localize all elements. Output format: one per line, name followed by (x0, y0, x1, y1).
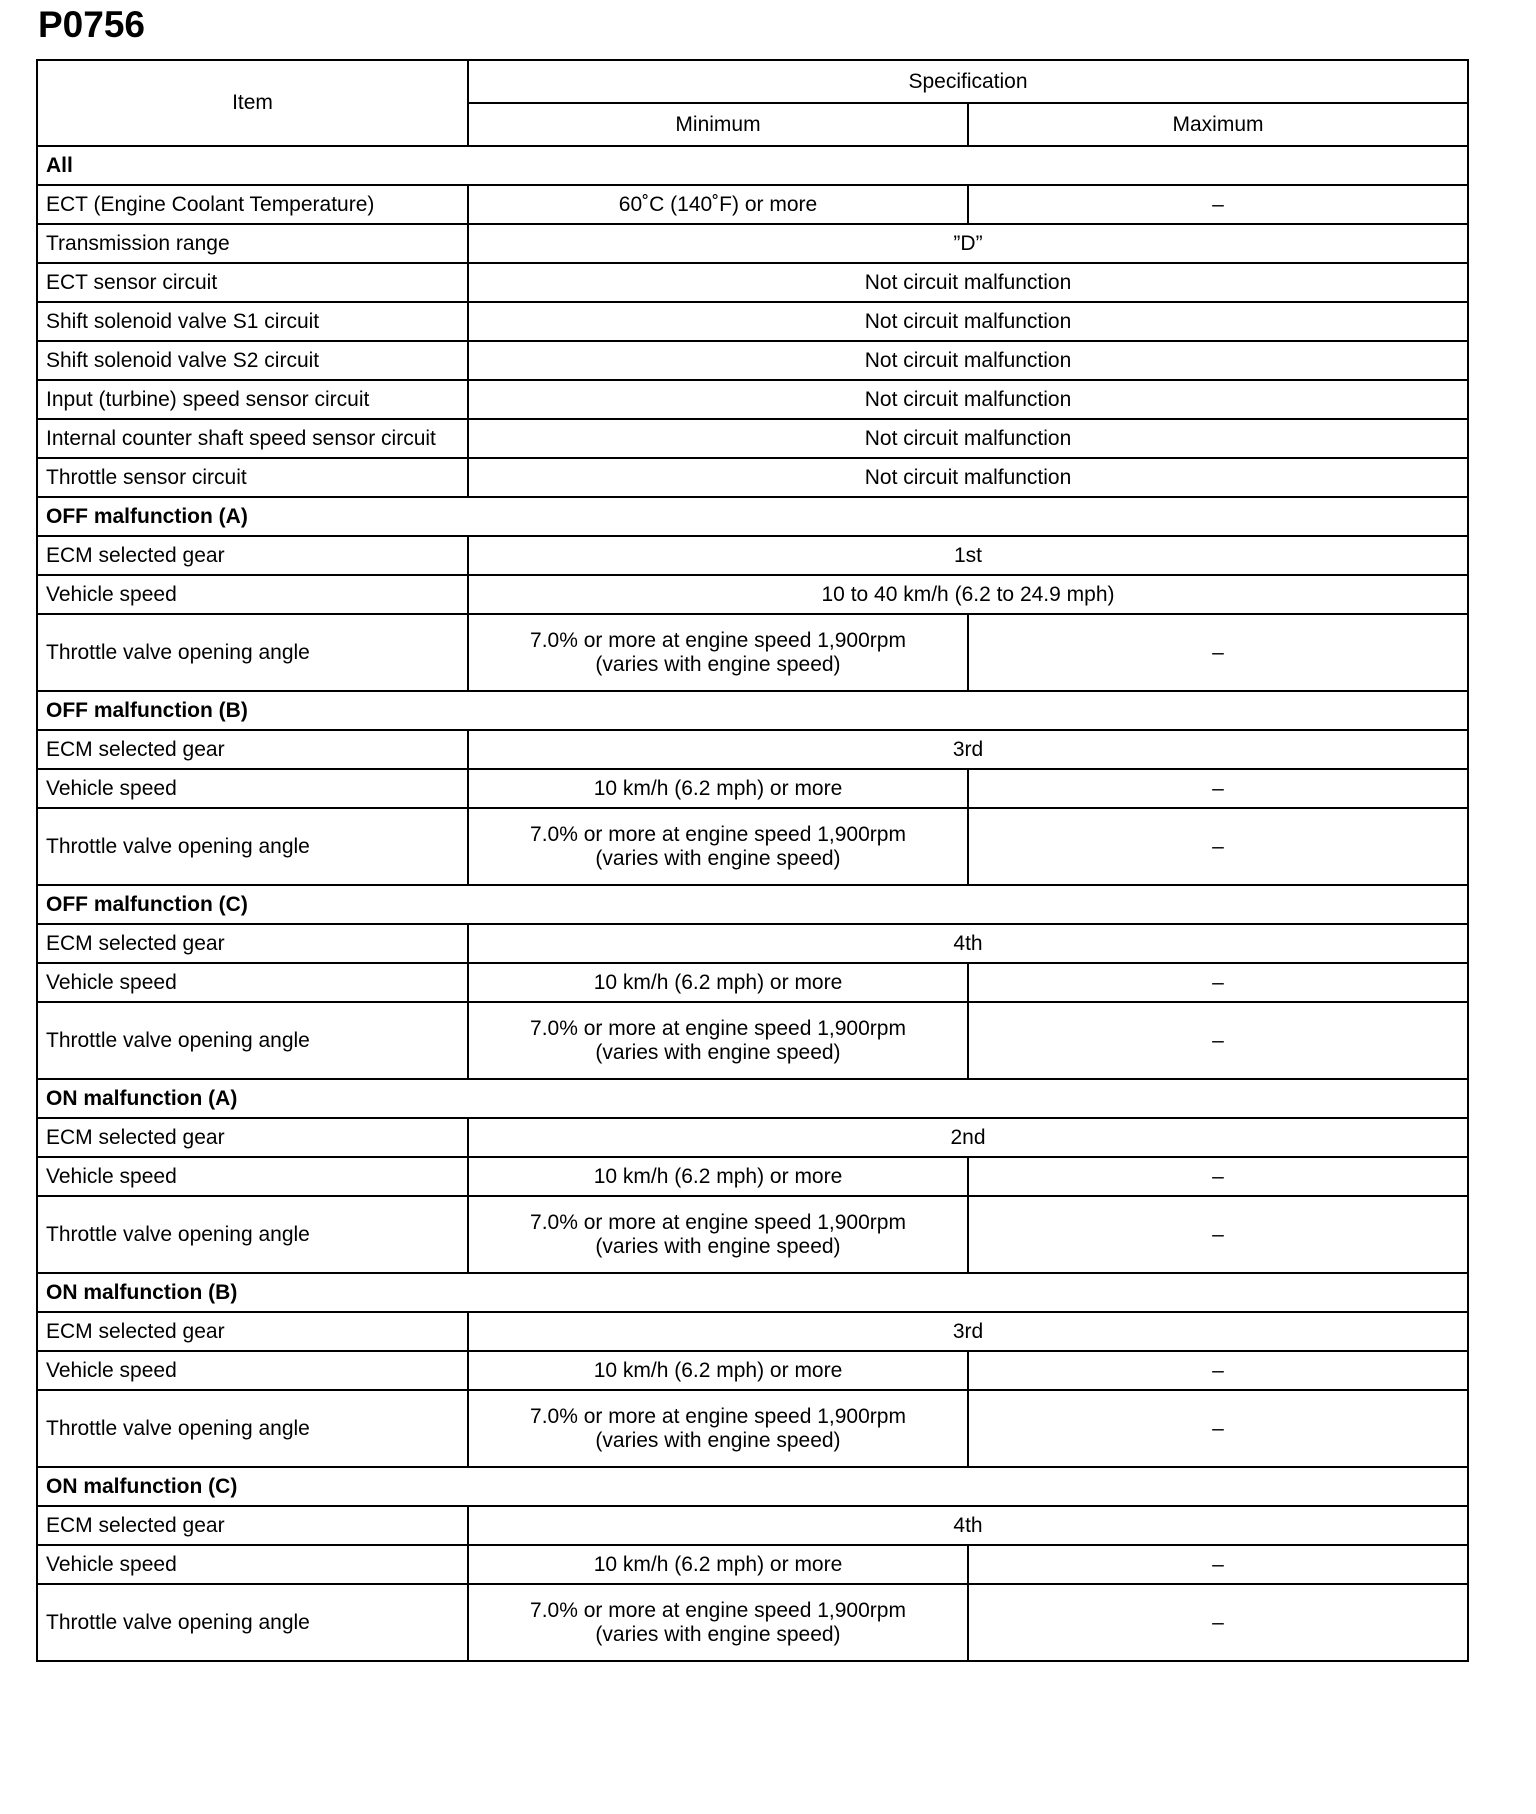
minimum-line: (varies with engine speed) (595, 1622, 841, 1646)
spec-value-cell: Not circuit malfunction (468, 263, 1468, 302)
minimum-cell (468, 1196, 968, 1273)
spec-value-cell: 4th (468, 924, 1468, 963)
item-cell: ECT sensor circuit (37, 263, 468, 302)
maximum-cell: – (968, 614, 1468, 691)
table-row (37, 341, 1468, 380)
item-cell: Throttle valve opening angle (37, 614, 468, 691)
minimum-line: (varies with engine speed) (595, 1428, 841, 1452)
minimum-line: 7.0% or more at engine speed 1,900rpm (530, 1404, 906, 1428)
minimum-cell: 10 km/h (6.2 mph) or more (468, 1545, 968, 1584)
section-title: ON malfunction (A) (37, 1079, 1468, 1118)
table-row (37, 1002, 1468, 1079)
table-row (37, 458, 1468, 497)
spec-value-cell: ”D” (468, 224, 1468, 263)
item-cell: Vehicle speed (37, 1545, 468, 1584)
section-row (37, 497, 1468, 536)
spec-value-cell: Not circuit malfunction (468, 380, 1468, 419)
table-row (37, 302, 1468, 341)
minimum-line: (varies with engine speed) (595, 846, 841, 870)
item-cell: Vehicle speed (37, 963, 468, 1002)
maximum-cell: – (968, 1390, 1468, 1467)
table-row (37, 769, 1468, 808)
maximum-cell: – (968, 1002, 1468, 1079)
maximum-cell: – (968, 185, 1468, 224)
item-cell: Vehicle speed (37, 769, 468, 808)
item-cell: Vehicle speed (37, 575, 468, 614)
spec-value-cell: 3rd (468, 730, 1468, 769)
section-title: OFF malfunction (C) (37, 885, 1468, 924)
item-cell: ECM selected gear (37, 1506, 468, 1545)
maximum-column-header: Maximum (968, 103, 1468, 146)
section-title: ON malfunction (C) (37, 1467, 1468, 1506)
minimum-line: (varies with engine speed) (595, 1234, 841, 1258)
table-row (37, 224, 1468, 263)
item-cell: ECM selected gear (37, 1118, 468, 1157)
maximum-cell: – (968, 1157, 1468, 1196)
table-row (37, 1506, 1468, 1545)
item-cell: ECM selected gear (37, 924, 468, 963)
item-cell: Throttle valve opening angle (37, 1390, 468, 1467)
item-cell: Shift solenoid valve S2 circuit (37, 341, 468, 380)
specification-column-header: Specification (468, 60, 1468, 103)
minimum-cell (468, 614, 968, 691)
section-title: All (37, 146, 1468, 185)
table-row (37, 1196, 1468, 1273)
item-cell: Throttle valve opening angle (37, 1002, 468, 1079)
maximum-cell: – (968, 1584, 1468, 1661)
table-row (37, 1118, 1468, 1157)
minimum-line: 7.0% or more at engine speed 1,900rpm (530, 628, 906, 652)
item-cell: Input (turbine) speed sensor circuit (37, 380, 468, 419)
table-row (37, 419, 1468, 458)
minimum-column-header: Minimum (468, 103, 968, 146)
minimum-line: 7.0% or more at engine speed 1,900rpm (530, 822, 906, 846)
section-row (37, 1079, 1468, 1118)
item-cell: Throttle valve opening angle (37, 1584, 468, 1661)
table-row (37, 263, 1468, 302)
spec-value-cell: Not circuit malfunction (468, 458, 1468, 497)
spec-value-cell: 4th (468, 1506, 1468, 1545)
minimum-cell (468, 1002, 968, 1079)
item-cell: Throttle sensor circuit (37, 458, 468, 497)
item-cell: Internal counter shaft speed sensor circuit (37, 419, 468, 458)
item-cell: ECM selected gear (37, 730, 468, 769)
spec-value-cell: 3rd (468, 1312, 1468, 1351)
item-cell: Transmission range (37, 224, 468, 263)
section-row (37, 1273, 1468, 1312)
spec-value-cell: 1st (468, 536, 1468, 575)
header-row (37, 60, 1468, 103)
spec-value-cell: Not circuit malfunction (468, 341, 1468, 380)
specification-table (36, 59, 1469, 1662)
table-row (37, 1584, 1468, 1661)
page-title: P0756 (38, 4, 145, 45)
minimum-line: 7.0% or more at engine speed 1,900rpm (530, 1210, 906, 1234)
minimum-cell: 10 km/h (6.2 mph) or more (468, 1351, 968, 1390)
item-cell: ECM selected gear (37, 536, 468, 575)
item-cell: Vehicle speed (37, 1351, 468, 1390)
item-cell: Throttle valve opening angle (37, 808, 468, 885)
table-row (37, 1545, 1468, 1584)
maximum-cell: – (968, 1545, 1468, 1584)
spec-value-cell: Not circuit malfunction (468, 302, 1468, 341)
item-cell: ECM selected gear (37, 1312, 468, 1351)
section-title: OFF malfunction (B) (37, 691, 1468, 730)
table-row (37, 924, 1468, 963)
maximum-cell: – (968, 1196, 1468, 1273)
table-row (37, 380, 1468, 419)
maximum-cell: – (968, 808, 1468, 885)
table-body (37, 60, 1468, 1661)
spec-value-cell: 2nd (468, 1118, 1468, 1157)
minimum-cell (468, 1584, 968, 1661)
minimum-cell (468, 1390, 968, 1467)
minimum-cell: 60˚C (140˚F) or more (468, 185, 968, 224)
minimum-line: (varies with engine speed) (595, 1040, 841, 1064)
table-row (37, 808, 1468, 885)
table-row (37, 963, 1468, 1002)
minimum-line: 7.0% or more at engine speed 1,900rpm (530, 1598, 906, 1622)
minimum-cell: 10 km/h (6.2 mph) or more (468, 963, 968, 1002)
table-row (37, 575, 1468, 614)
section-row (37, 1467, 1468, 1506)
table-row (37, 730, 1468, 769)
table-row (37, 185, 1468, 224)
section-row (37, 146, 1468, 185)
table-row (37, 1312, 1468, 1351)
section-row (37, 691, 1468, 730)
section-title: ON malfunction (B) (37, 1273, 1468, 1312)
item-cell: Throttle valve opening angle (37, 1196, 468, 1273)
section-row (37, 885, 1468, 924)
table-row (37, 536, 1468, 575)
maximum-cell: – (968, 963, 1468, 1002)
minimum-cell (468, 808, 968, 885)
table-row (37, 1390, 1468, 1467)
item-cell: ECT (Engine Coolant Temperature) (37, 185, 468, 224)
minimum-line: 7.0% or more at engine speed 1,900rpm (530, 1016, 906, 1040)
table-row (37, 1157, 1468, 1196)
spec-value-cell: Not circuit malfunction (468, 419, 1468, 458)
item-cell: Vehicle speed (37, 1157, 468, 1196)
item-cell: Shift solenoid valve S1 circuit (37, 302, 468, 341)
minimum-cell: 10 km/h (6.2 mph) or more (468, 1157, 968, 1196)
maximum-cell: – (968, 1351, 1468, 1390)
minimum-line: (varies with engine speed) (595, 652, 841, 676)
spec-value-cell: 10 to 40 km/h (6.2 to 24.9 mph) (468, 575, 1468, 614)
table-row (37, 614, 1468, 691)
maximum-cell: – (968, 769, 1468, 808)
item-column-header: Item (37, 60, 468, 146)
table-row (37, 1351, 1468, 1390)
section-title: OFF malfunction (A) (37, 497, 1468, 536)
minimum-cell: 10 km/h (6.2 mph) or more (468, 769, 968, 808)
